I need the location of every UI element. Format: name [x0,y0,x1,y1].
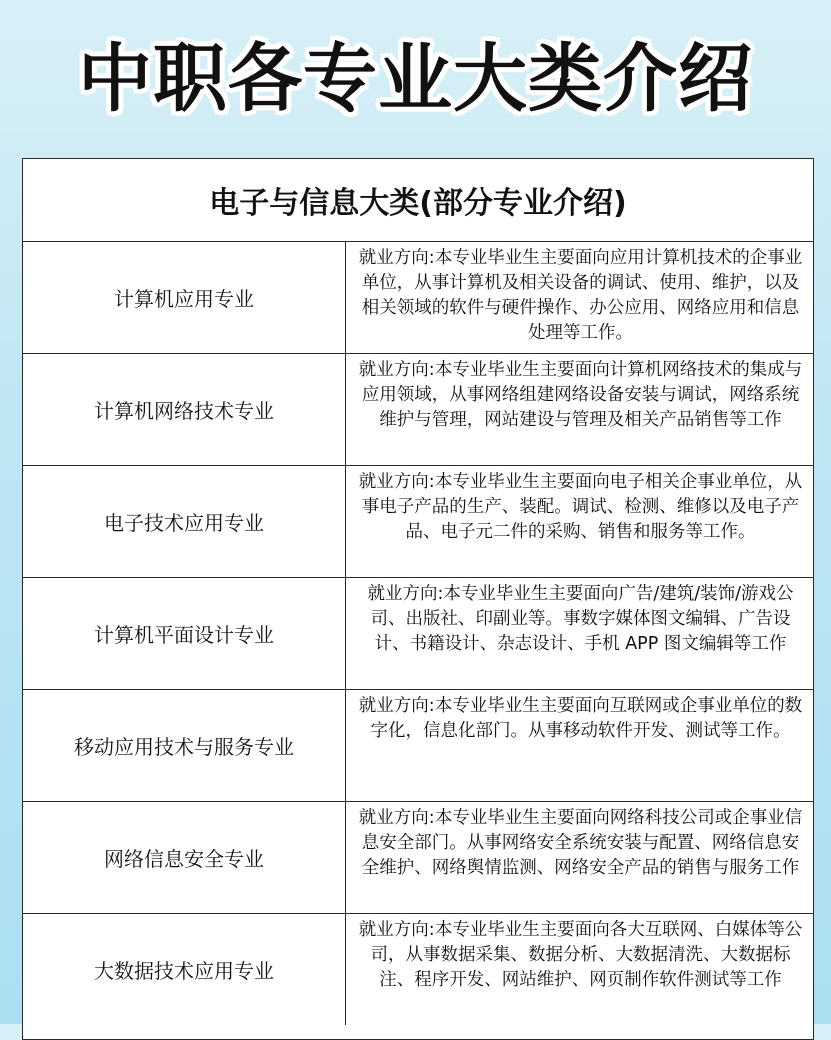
table-row [23,914,813,1025]
major-description: 就业方向:本专业毕业生主要面向网络科技公司或企事业信息安全部门。从事网络安全系统安装与配置、网络信息安全维护、网络舆情监测、网络安全产品的销售与服务工作 [358,808,803,878]
major-name: 大数据技术应用专业 [23,914,346,1025]
section-title: 电子与信息大类(部分专业介绍) [23,159,813,242]
major-description: 就业方向:本专业毕业生主要面向电子相关企事业单位，从事电子产品的生产、装配。调试、检测、维修以及电子产品、电子元二件的采购、销售和服务等工作。 [358,472,803,542]
major-description: 就业方向:本专业毕业生主要面向互联网或企事业单位的数字化，信息化部门。从事移动软件开发、测试等工作。 [358,696,803,741]
major-description: 就业方向:本专业毕业生主要面向各大互联网、白媒体等公司，从事数据采集、数据分析、大数据清洗、大数据标注、程序开发、网站维护、网页制作软件测试等工作 [358,920,803,990]
table-row [23,802,813,914]
majors-table [22,158,814,1040]
major-description: 就业方向:本专业毕业生主要面向计算机网络技术的集成与应用领域，从事网络组建网络设备安装与调试，网络系统维护与管理，网站建设与管理及相关产品销售等工作 [358,360,803,430]
major-name: 计算机平面设计专业 [23,578,346,689]
major-description: 就业方向:本专业毕业生主要面向广告/建筑/装饰/游戏公司、出版社、印副业等。事数字媒体图文编辑、广告设计、书籍设计、杂志设计、手机 APP 图文编辑等工作 [367,584,794,654]
major-name: 移动应用技术与服务专业 [23,690,346,801]
major-description: 就业方向:本专业毕业生主要面向应用计算机技术的企事业单位，从事计算机及相关设备的调试、使用、维护，以及相关领域的软件与硬件操作、办公应用、网络应用和信息处理等工作。 [358,248,803,343]
table-row [23,242,813,354]
table-row [23,354,813,466]
table-row [23,466,813,578]
major-name: 计算机网络技术专业 [23,354,346,465]
major-name: 计算机应用专业 [23,242,346,353]
major-name: 网络信息安全专业 [23,802,346,913]
page-title: 中职各专业大类介绍 [78,36,753,122]
table-row [23,690,813,802]
table-row [23,578,813,690]
major-name: 电子技术应用专业 [23,466,346,577]
